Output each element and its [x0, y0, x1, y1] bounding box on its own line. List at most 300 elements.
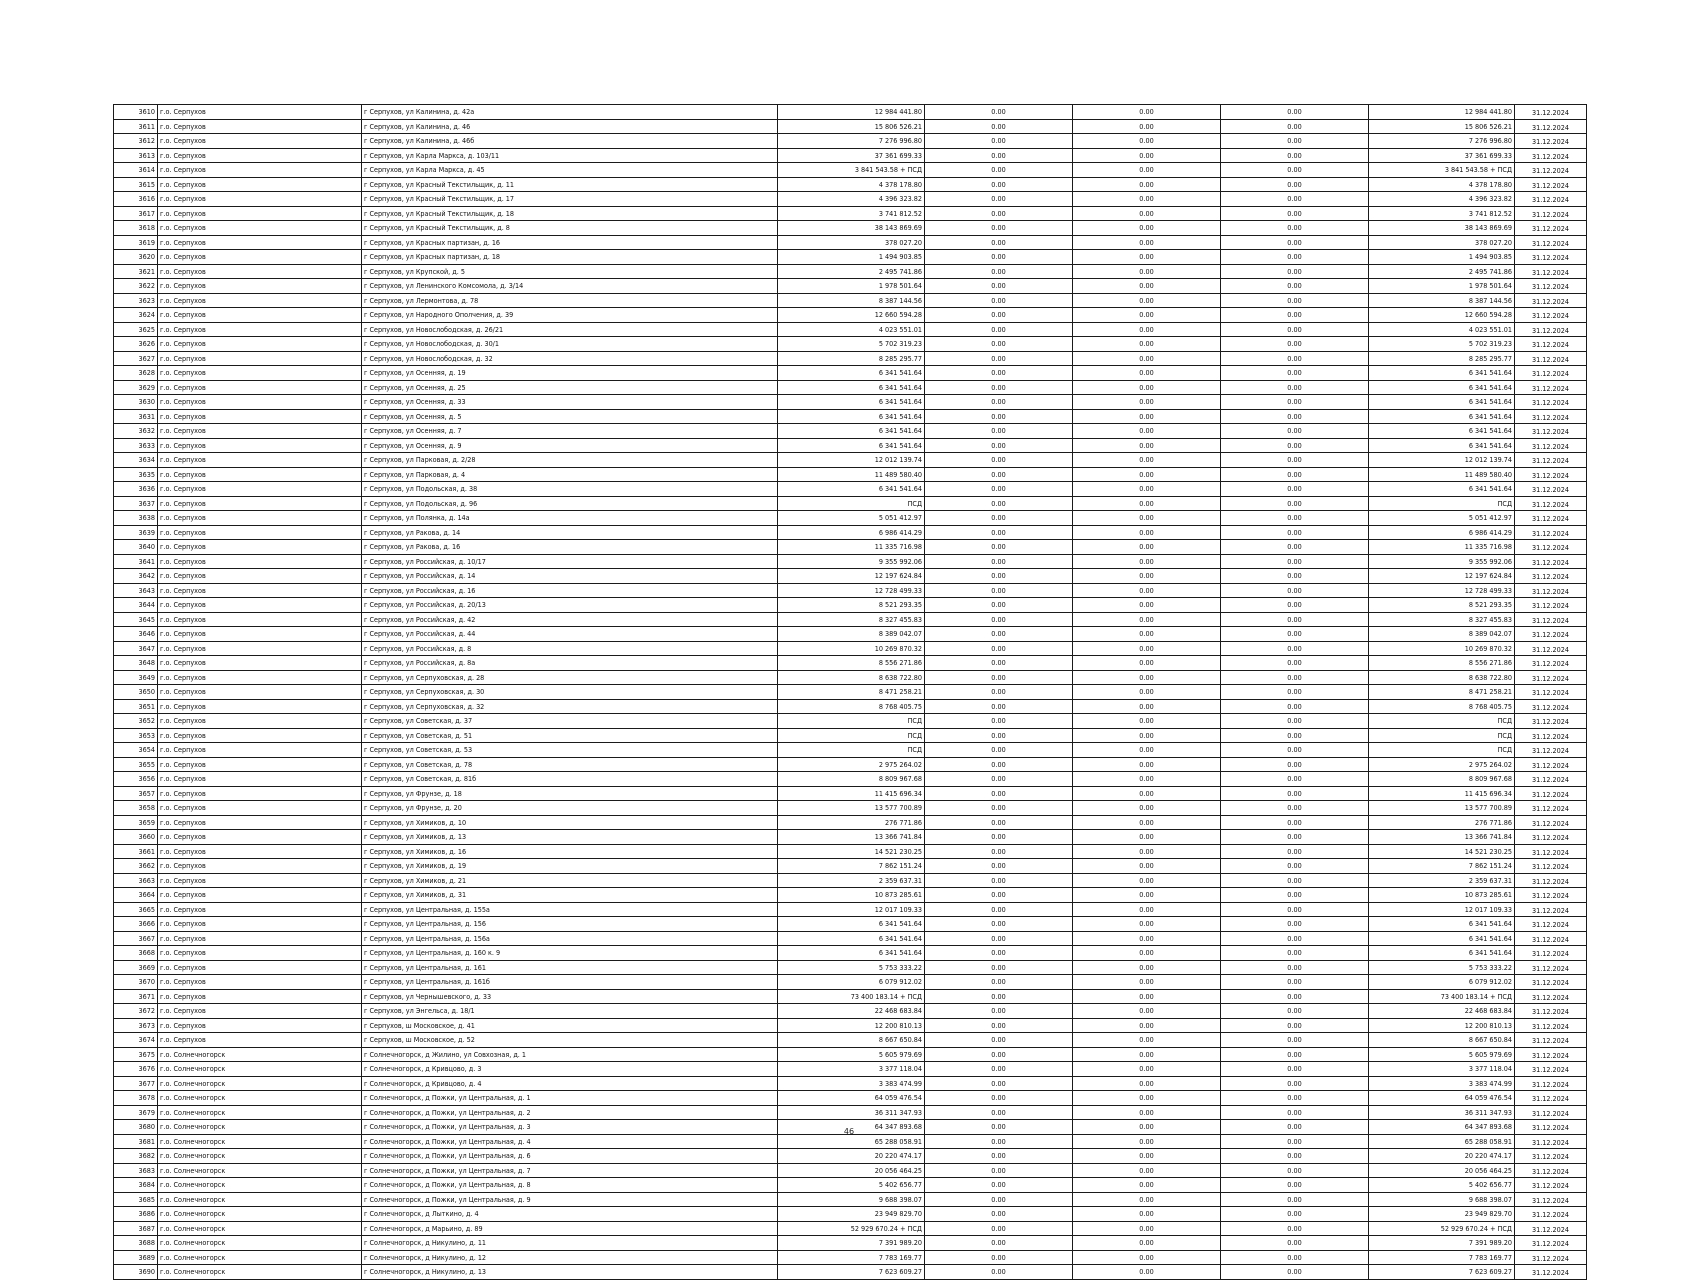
address: г Серпухов, ул Советская, д. 51: [362, 728, 778, 743]
amount-col-4: 0.00: [1221, 1149, 1369, 1164]
total-amount: 12 984 441.80: [778, 105, 925, 120]
amount-total-repeat: 20 220 474.17: [1369, 1149, 1515, 1164]
total-amount: 3 383 474.99: [778, 1076, 925, 1091]
amount-col-4: 0.00: [1221, 772, 1369, 787]
row-number: 3638: [114, 511, 158, 526]
row-number: 3630: [114, 395, 158, 410]
row-number: 3642: [114, 569, 158, 584]
table-row: [114, 641, 1587, 656]
row-number: 3639: [114, 525, 158, 540]
amount-col-3: 0.00: [1073, 1004, 1221, 1019]
row-number: 3672: [114, 1004, 158, 1019]
table-row: [114, 119, 1587, 134]
deadline-date: 31.12.2024: [1515, 888, 1587, 903]
row-number: 3631: [114, 409, 158, 424]
municipality: г.о. Серпухов: [158, 1004, 362, 1019]
amount-col-2: 0.00: [925, 322, 1073, 337]
amount-col-4: 0.00: [1221, 409, 1369, 424]
row-number: 3644: [114, 598, 158, 613]
amount-total-repeat: 65 288 058.91: [1369, 1134, 1515, 1149]
amount-col-3: 0.00: [1073, 1149, 1221, 1164]
deadline-date: 31.12.2024: [1515, 743, 1587, 758]
amount-col-4: 0.00: [1221, 1163, 1369, 1178]
amount-col-4: 0.00: [1221, 1076, 1369, 1091]
amount-total-repeat: 2 975 264.02: [1369, 757, 1515, 772]
deadline-date: 31.12.2024: [1515, 1120, 1587, 1135]
amount-total-repeat: ПСД: [1369, 728, 1515, 743]
amount-col-3: 0.00: [1073, 569, 1221, 584]
total-amount: 3 841 543.58 + ПСД: [778, 163, 925, 178]
amount-col-2: 0.00: [925, 525, 1073, 540]
row-number: 3688: [114, 1236, 158, 1251]
amount-col-4: 0.00: [1221, 293, 1369, 308]
municipality: г.о. Серпухов: [158, 714, 362, 729]
amount-total-repeat: 1 494 903.85: [1369, 250, 1515, 265]
municipality: г.о. Серпухов: [158, 337, 362, 352]
amount-col-3: 0.00: [1073, 250, 1221, 265]
amount-col-2: 0.00: [925, 1236, 1073, 1251]
address: г Серпухов, ул Российская, д. 14: [362, 569, 778, 584]
table-row: [114, 380, 1587, 395]
amount-col-3: 0.00: [1073, 1018, 1221, 1033]
deadline-date: 31.12.2024: [1515, 685, 1587, 700]
amount-col-3: 0.00: [1073, 279, 1221, 294]
amount-col-3: 0.00: [1073, 975, 1221, 990]
amount-col-4: 0.00: [1221, 163, 1369, 178]
amount-total-repeat: 5 753 333.22: [1369, 960, 1515, 975]
amount-col-2: 0.00: [925, 467, 1073, 482]
amount-col-2: 0.00: [925, 1076, 1073, 1091]
amount-col-2: 0.00: [925, 931, 1073, 946]
amount-col-2: 0.00: [925, 438, 1073, 453]
address: г Серпухов, ул Советская, д. 53: [362, 743, 778, 758]
address: г Солнечногорск, д Никулино, д. 12: [362, 1250, 778, 1265]
amount-total-repeat: 6 341 541.64: [1369, 931, 1515, 946]
deadline-date: 31.12.2024: [1515, 337, 1587, 352]
amount-col-2: 0.00: [925, 1018, 1073, 1033]
amount-col-2: 0.00: [925, 1250, 1073, 1265]
amount-col-4: 0.00: [1221, 627, 1369, 642]
table-row: [114, 1105, 1587, 1120]
total-amount: 6 341 541.64: [778, 395, 925, 410]
row-number: 3656: [114, 772, 158, 787]
total-amount: 20 220 474.17: [778, 1149, 925, 1164]
deadline-date: 31.12.2024: [1515, 830, 1587, 845]
deadline-date: 31.12.2024: [1515, 757, 1587, 772]
row-number: 3614: [114, 163, 158, 178]
row-number: 3632: [114, 424, 158, 439]
amount-col-2: 0.00: [925, 583, 1073, 598]
address: г Солнечногорск, д Никулино, д. 13: [362, 1265, 778, 1280]
address: г Серпухов, ул Осенняя, д. 19: [362, 366, 778, 381]
deadline-date: 31.12.2024: [1515, 1033, 1587, 1048]
amount-col-3: 0.00: [1073, 540, 1221, 555]
deadline-date: 31.12.2024: [1515, 293, 1587, 308]
amount-col-4: 0.00: [1221, 1091, 1369, 1106]
municipality: г.о. Серпухов: [158, 264, 362, 279]
amount-col-3: 0.00: [1073, 743, 1221, 758]
deadline-date: 31.12.2024: [1515, 525, 1587, 540]
address: г Серпухов, ул Химиков, д. 31: [362, 888, 778, 903]
address: г Серпухов, ул Советская, д. 78: [362, 757, 778, 772]
deadline-date: 31.12.2024: [1515, 670, 1587, 685]
table-row: [114, 583, 1587, 598]
row-number: 3665: [114, 902, 158, 917]
deadline-date: 31.12.2024: [1515, 351, 1587, 366]
total-amount: 22 468 683.84: [778, 1004, 925, 1019]
amount-total-repeat: 6 341 541.64: [1369, 424, 1515, 439]
municipality: г.о. Серпухов: [158, 438, 362, 453]
amount-col-4: 0.00: [1221, 830, 1369, 845]
amount-total-repeat: 7 862 151.24: [1369, 859, 1515, 874]
amount-col-3: 0.00: [1073, 873, 1221, 888]
address: г Серпухов, ул Парковая, д. 4: [362, 467, 778, 482]
amount-col-2: 0.00: [925, 656, 1073, 671]
total-amount: 38 143 869.69: [778, 221, 925, 236]
amount-col-2: 0.00: [925, 1062, 1073, 1077]
table-row: [114, 1236, 1587, 1251]
amount-col-2: 0.00: [925, 1178, 1073, 1193]
total-amount: 8 638 722.80: [778, 670, 925, 685]
municipality: г.о. Серпухов: [158, 453, 362, 468]
municipality: г.о. Серпухов: [158, 322, 362, 337]
amount-col-3: 0.00: [1073, 757, 1221, 772]
amount-col-3: 0.00: [1073, 496, 1221, 511]
row-number: 3678: [114, 1091, 158, 1106]
deadline-date: 31.12.2024: [1515, 453, 1587, 468]
deadline-date: 31.12.2024: [1515, 264, 1587, 279]
address: г Солнечногорск, д Кривцово, д. 4: [362, 1076, 778, 1091]
amount-col-3: 0.00: [1073, 1076, 1221, 1091]
row-number: 3689: [114, 1250, 158, 1265]
deadline-date: 31.12.2024: [1515, 801, 1587, 816]
amount-col-4: 0.00: [1221, 1250, 1369, 1265]
table-row: [114, 975, 1587, 990]
amount-col-3: 0.00: [1073, 656, 1221, 671]
row-number: 3616: [114, 192, 158, 207]
amount-col-3: 0.00: [1073, 931, 1221, 946]
address: г Серпухов, ул Лермонтова, д. 78: [362, 293, 778, 308]
amount-total-repeat: 276 771.86: [1369, 815, 1515, 830]
amount-total-repeat: 8 768 405.75: [1369, 699, 1515, 714]
amount-total-repeat: 23 949 829.70: [1369, 1207, 1515, 1222]
deadline-date: 31.12.2024: [1515, 1047, 1587, 1062]
amount-col-2: 0.00: [925, 1105, 1073, 1120]
row-number: 3676: [114, 1062, 158, 1077]
amount-col-3: 0.00: [1073, 670, 1221, 685]
amount-col-2: 0.00: [925, 221, 1073, 236]
total-amount: 6 341 541.64: [778, 917, 925, 932]
amount-total-repeat: 11 335 716.98: [1369, 540, 1515, 555]
amount-col-3: 0.00: [1073, 192, 1221, 207]
amount-col-4: 0.00: [1221, 902, 1369, 917]
amount-col-3: 0.00: [1073, 525, 1221, 540]
address: г Серпухов, ул Российская, д. 10/17: [362, 554, 778, 569]
amount-col-4: 0.00: [1221, 322, 1369, 337]
table-row: [114, 395, 1587, 410]
address: г Серпухов, ул Красных партизан, д. 18: [362, 250, 778, 265]
amount-col-3: 0.00: [1073, 380, 1221, 395]
amount-total-repeat: 8 389 042.07: [1369, 627, 1515, 642]
row-number: 3648: [114, 656, 158, 671]
amount-col-2: 0.00: [925, 192, 1073, 207]
amount-col-4: 0.00: [1221, 801, 1369, 816]
amount-col-4: 0.00: [1221, 583, 1369, 598]
total-amount: 6 341 541.64: [778, 380, 925, 395]
amount-total-repeat: 8 521 293.35: [1369, 598, 1515, 613]
address: г Солнечногорск, д Марьино, д. 89: [362, 1221, 778, 1236]
table-row: [114, 1163, 1587, 1178]
deadline-date: 31.12.2024: [1515, 163, 1587, 178]
municipality: г.о. Серпухов: [158, 235, 362, 250]
municipality: г.о. Серпухов: [158, 525, 362, 540]
deadline-date: 31.12.2024: [1515, 1018, 1587, 1033]
deadline-date: 31.12.2024: [1515, 395, 1587, 410]
deadline-date: 31.12.2024: [1515, 511, 1587, 526]
table-row: [114, 322, 1587, 337]
table-row: [114, 177, 1587, 192]
table-row: [114, 699, 1587, 714]
amount-total-repeat: 6 341 541.64: [1369, 438, 1515, 453]
table-row: [114, 728, 1587, 743]
table-row: [114, 467, 1587, 482]
deadline-date: 31.12.2024: [1515, 1105, 1587, 1120]
municipality: г.о. Серпухов: [158, 699, 362, 714]
amount-col-3: 0.00: [1073, 482, 1221, 497]
row-number: 3612: [114, 134, 158, 149]
amount-col-3: 0.00: [1073, 1091, 1221, 1106]
address: г Серпухов, ул Парковая, д. 2/28: [362, 453, 778, 468]
row-number: 3687: [114, 1221, 158, 1236]
municipality: г.о. Серпухов: [158, 815, 362, 830]
amount-col-4: 0.00: [1221, 366, 1369, 381]
deadline-date: 31.12.2024: [1515, 221, 1587, 236]
table-row: [114, 598, 1587, 613]
address: г Солнечногорск, д Пожки, ул Центральная, д. 9: [362, 1192, 778, 1207]
amount-col-2: 0.00: [925, 612, 1073, 627]
address: г Серпухов, ул Российская, д. 16: [362, 583, 778, 598]
amount-col-3: 0.00: [1073, 395, 1221, 410]
row-number: 3673: [114, 1018, 158, 1033]
total-amount: 36 311 347.93: [778, 1105, 925, 1120]
row-number: 3622: [114, 279, 158, 294]
amount-total-repeat: 38 143 869.69: [1369, 221, 1515, 236]
amount-col-3: 0.00: [1073, 917, 1221, 932]
address: г Солнечногорск, д Никулино, д. 11: [362, 1236, 778, 1251]
deadline-date: 31.12.2024: [1515, 946, 1587, 961]
address: г Серпухов, ул Химиков, д. 10: [362, 815, 778, 830]
municipality: г.о. Серпухов: [158, 728, 362, 743]
row-number: 3611: [114, 119, 158, 134]
municipality: г.о. Серпухов: [158, 163, 362, 178]
total-amount: 4 023 551.01: [778, 322, 925, 337]
table-row: [114, 1221, 1587, 1236]
amount-total-repeat: 3 383 474.99: [1369, 1076, 1515, 1091]
municipality: г.о. Солнечногорск: [158, 1120, 362, 1135]
amount-col-4: 0.00: [1221, 989, 1369, 1004]
address: г Солнечногорск, д Пожки, ул Центральная, д. 8: [362, 1178, 778, 1193]
row-number: 3620: [114, 250, 158, 265]
total-amount: 8 471 258.21: [778, 685, 925, 700]
amount-col-2: 0.00: [925, 148, 1073, 163]
row-number: 3657: [114, 786, 158, 801]
table-row: [114, 815, 1587, 830]
amount-col-2: 0.00: [925, 1091, 1073, 1106]
amount-total-repeat: 10 873 285.61: [1369, 888, 1515, 903]
deadline-date: 31.12.2024: [1515, 1076, 1587, 1091]
amount-col-2: 0.00: [925, 1192, 1073, 1207]
total-amount: 64 347 893.68: [778, 1120, 925, 1135]
amount-col-2: 0.00: [925, 960, 1073, 975]
amount-col-4: 0.00: [1221, 511, 1369, 526]
amount-col-4: 0.00: [1221, 844, 1369, 859]
address: г Серпухов, ул Российская, д. 44: [362, 627, 778, 642]
amount-col-4: 0.00: [1221, 554, 1369, 569]
total-amount: 6 986 414.29: [778, 525, 925, 540]
table-row: [114, 569, 1587, 584]
total-amount: 73 400 183.14 + ПСД: [778, 989, 925, 1004]
table-row: [114, 1149, 1587, 1164]
table-row: [114, 757, 1587, 772]
row-number: 3617: [114, 206, 158, 221]
amount-total-repeat: 6 341 541.64: [1369, 395, 1515, 410]
amount-col-3: 0.00: [1073, 641, 1221, 656]
deadline-date: 31.12.2024: [1515, 1149, 1587, 1164]
deadline-date: 31.12.2024: [1515, 1265, 1587, 1280]
amount-total-repeat: 5 605 979.69: [1369, 1047, 1515, 1062]
municipality: г.о. Серпухов: [158, 583, 362, 598]
amount-col-4: 0.00: [1221, 728, 1369, 743]
amount-col-2: 0.00: [925, 1149, 1073, 1164]
amount-col-3: 0.00: [1073, 351, 1221, 366]
municipality: г.о. Серпухов: [158, 1018, 362, 1033]
total-amount: 6 341 541.64: [778, 931, 925, 946]
amount-total-repeat: 9 688 398.07: [1369, 1192, 1515, 1207]
municipality: г.о. Серпухов: [158, 496, 362, 511]
amount-col-4: 0.00: [1221, 337, 1369, 352]
total-amount: 7 391 989.20: [778, 1236, 925, 1251]
amount-total-repeat: 6 079 912.02: [1369, 975, 1515, 990]
table-row: [114, 308, 1587, 323]
amount-total-repeat: 6 341 541.64: [1369, 380, 1515, 395]
row-number: 3649: [114, 670, 158, 685]
amount-total-repeat: 15 806 526.21: [1369, 119, 1515, 134]
amount-col-3: 0.00: [1073, 438, 1221, 453]
deadline-date: 31.12.2024: [1515, 786, 1587, 801]
total-amount: 15 806 526.21: [778, 119, 925, 134]
address: г Серпухов, ул Центральная, д. 156а: [362, 931, 778, 946]
deadline-date: 31.12.2024: [1515, 641, 1587, 656]
table-row: [114, 743, 1587, 758]
amount-col-3: 0.00: [1073, 902, 1221, 917]
address: г Серпухов, ул Калинина, д. 46б: [362, 134, 778, 149]
address: г Серпухов, ул Ракова, д. 14: [362, 525, 778, 540]
row-number: 3654: [114, 743, 158, 758]
amount-col-2: 0.00: [925, 366, 1073, 381]
amount-col-3: 0.00: [1073, 177, 1221, 192]
table-row: [114, 772, 1587, 787]
amount-col-3: 0.00: [1073, 308, 1221, 323]
deadline-date: 31.12.2024: [1515, 1134, 1587, 1149]
row-number: 3641: [114, 554, 158, 569]
amount-total-repeat: 8 285 295.77: [1369, 351, 1515, 366]
amount-col-2: 0.00: [925, 424, 1073, 439]
table-row: [114, 1207, 1587, 1222]
amount-total-repeat: 12 984 441.80: [1369, 105, 1515, 120]
amount-total-repeat: 9 355 992.06: [1369, 554, 1515, 569]
amount-col-4: 0.00: [1221, 525, 1369, 540]
amount-col-3: 0.00: [1073, 1178, 1221, 1193]
address: г Серпухов, ул Новослободская, д. 30/1: [362, 337, 778, 352]
amount-col-3: 0.00: [1073, 1047, 1221, 1062]
address: г Серпухов, ул Калинина, д. 46: [362, 119, 778, 134]
table-row: [114, 1250, 1587, 1265]
amount-col-4: 0.00: [1221, 641, 1369, 656]
deadline-date: 31.12.2024: [1515, 496, 1587, 511]
municipality: г.о. Серпухов: [158, 482, 362, 497]
amount-col-2: 0.00: [925, 786, 1073, 801]
amount-col-2: 0.00: [925, 1207, 1073, 1222]
amount-col-2: 0.00: [925, 540, 1073, 555]
municipality: г.о. Серпухов: [158, 221, 362, 236]
row-number: 3655: [114, 757, 158, 772]
amount-col-4: 0.00: [1221, 743, 1369, 758]
municipality: г.о. Серпухов: [158, 134, 362, 149]
amount-col-2: 0.00: [925, 250, 1073, 265]
amount-col-4: 0.00: [1221, 235, 1369, 250]
amount-col-2: 0.00: [925, 757, 1073, 772]
amount-col-4: 0.00: [1221, 148, 1369, 163]
amount-col-3: 0.00: [1073, 612, 1221, 627]
deadline-date: 31.12.2024: [1515, 1236, 1587, 1251]
total-amount: 10 873 285.61: [778, 888, 925, 903]
amount-col-3: 0.00: [1073, 293, 1221, 308]
table-row: [114, 917, 1587, 932]
table-row: [114, 1033, 1587, 1048]
amount-col-3: 0.00: [1073, 960, 1221, 975]
address: г Солнечногорск, д Пожки, ул Центральная, д. 3: [362, 1120, 778, 1135]
municipality: г.о. Солнечногорск: [158, 1105, 362, 1120]
deadline-date: 31.12.2024: [1515, 627, 1587, 642]
amount-col-3: 0.00: [1073, 699, 1221, 714]
amount-total-repeat: 10 269 870.32: [1369, 641, 1515, 656]
municipality: г.о. Серпухов: [158, 786, 362, 801]
address: г Серпухов, ул Осенняя, д. 9: [362, 438, 778, 453]
amount-col-3: 0.00: [1073, 163, 1221, 178]
row-number: 3628: [114, 366, 158, 381]
address: г Солнечногорск, д Пожки, ул Центральная, д. 2: [362, 1105, 778, 1120]
amount-col-4: 0.00: [1221, 1062, 1369, 1077]
table-row: [114, 902, 1587, 917]
amount-total-repeat: 6 341 541.64: [1369, 409, 1515, 424]
deadline-date: 31.12.2024: [1515, 1178, 1587, 1193]
address: г Серпухов, ул Центральная, д. 161: [362, 960, 778, 975]
amount-col-2: 0.00: [925, 989, 1073, 1004]
row-number: 3659: [114, 815, 158, 830]
amount-col-2: 0.00: [925, 235, 1073, 250]
address: г Серпухов, ул Калинина, д. 42а: [362, 105, 778, 120]
row-number: 3664: [114, 888, 158, 903]
municipality: г.о. Серпухов: [158, 395, 362, 410]
amount-col-3: 0.00: [1073, 322, 1221, 337]
deadline-date: 31.12.2024: [1515, 583, 1587, 598]
row-number: 3651: [114, 699, 158, 714]
amount-col-2: 0.00: [925, 395, 1073, 410]
total-amount: 1 494 903.85: [778, 250, 925, 265]
deadline-date: 31.12.2024: [1515, 134, 1587, 149]
amount-col-2: 0.00: [925, 279, 1073, 294]
amount-col-2: 0.00: [925, 641, 1073, 656]
